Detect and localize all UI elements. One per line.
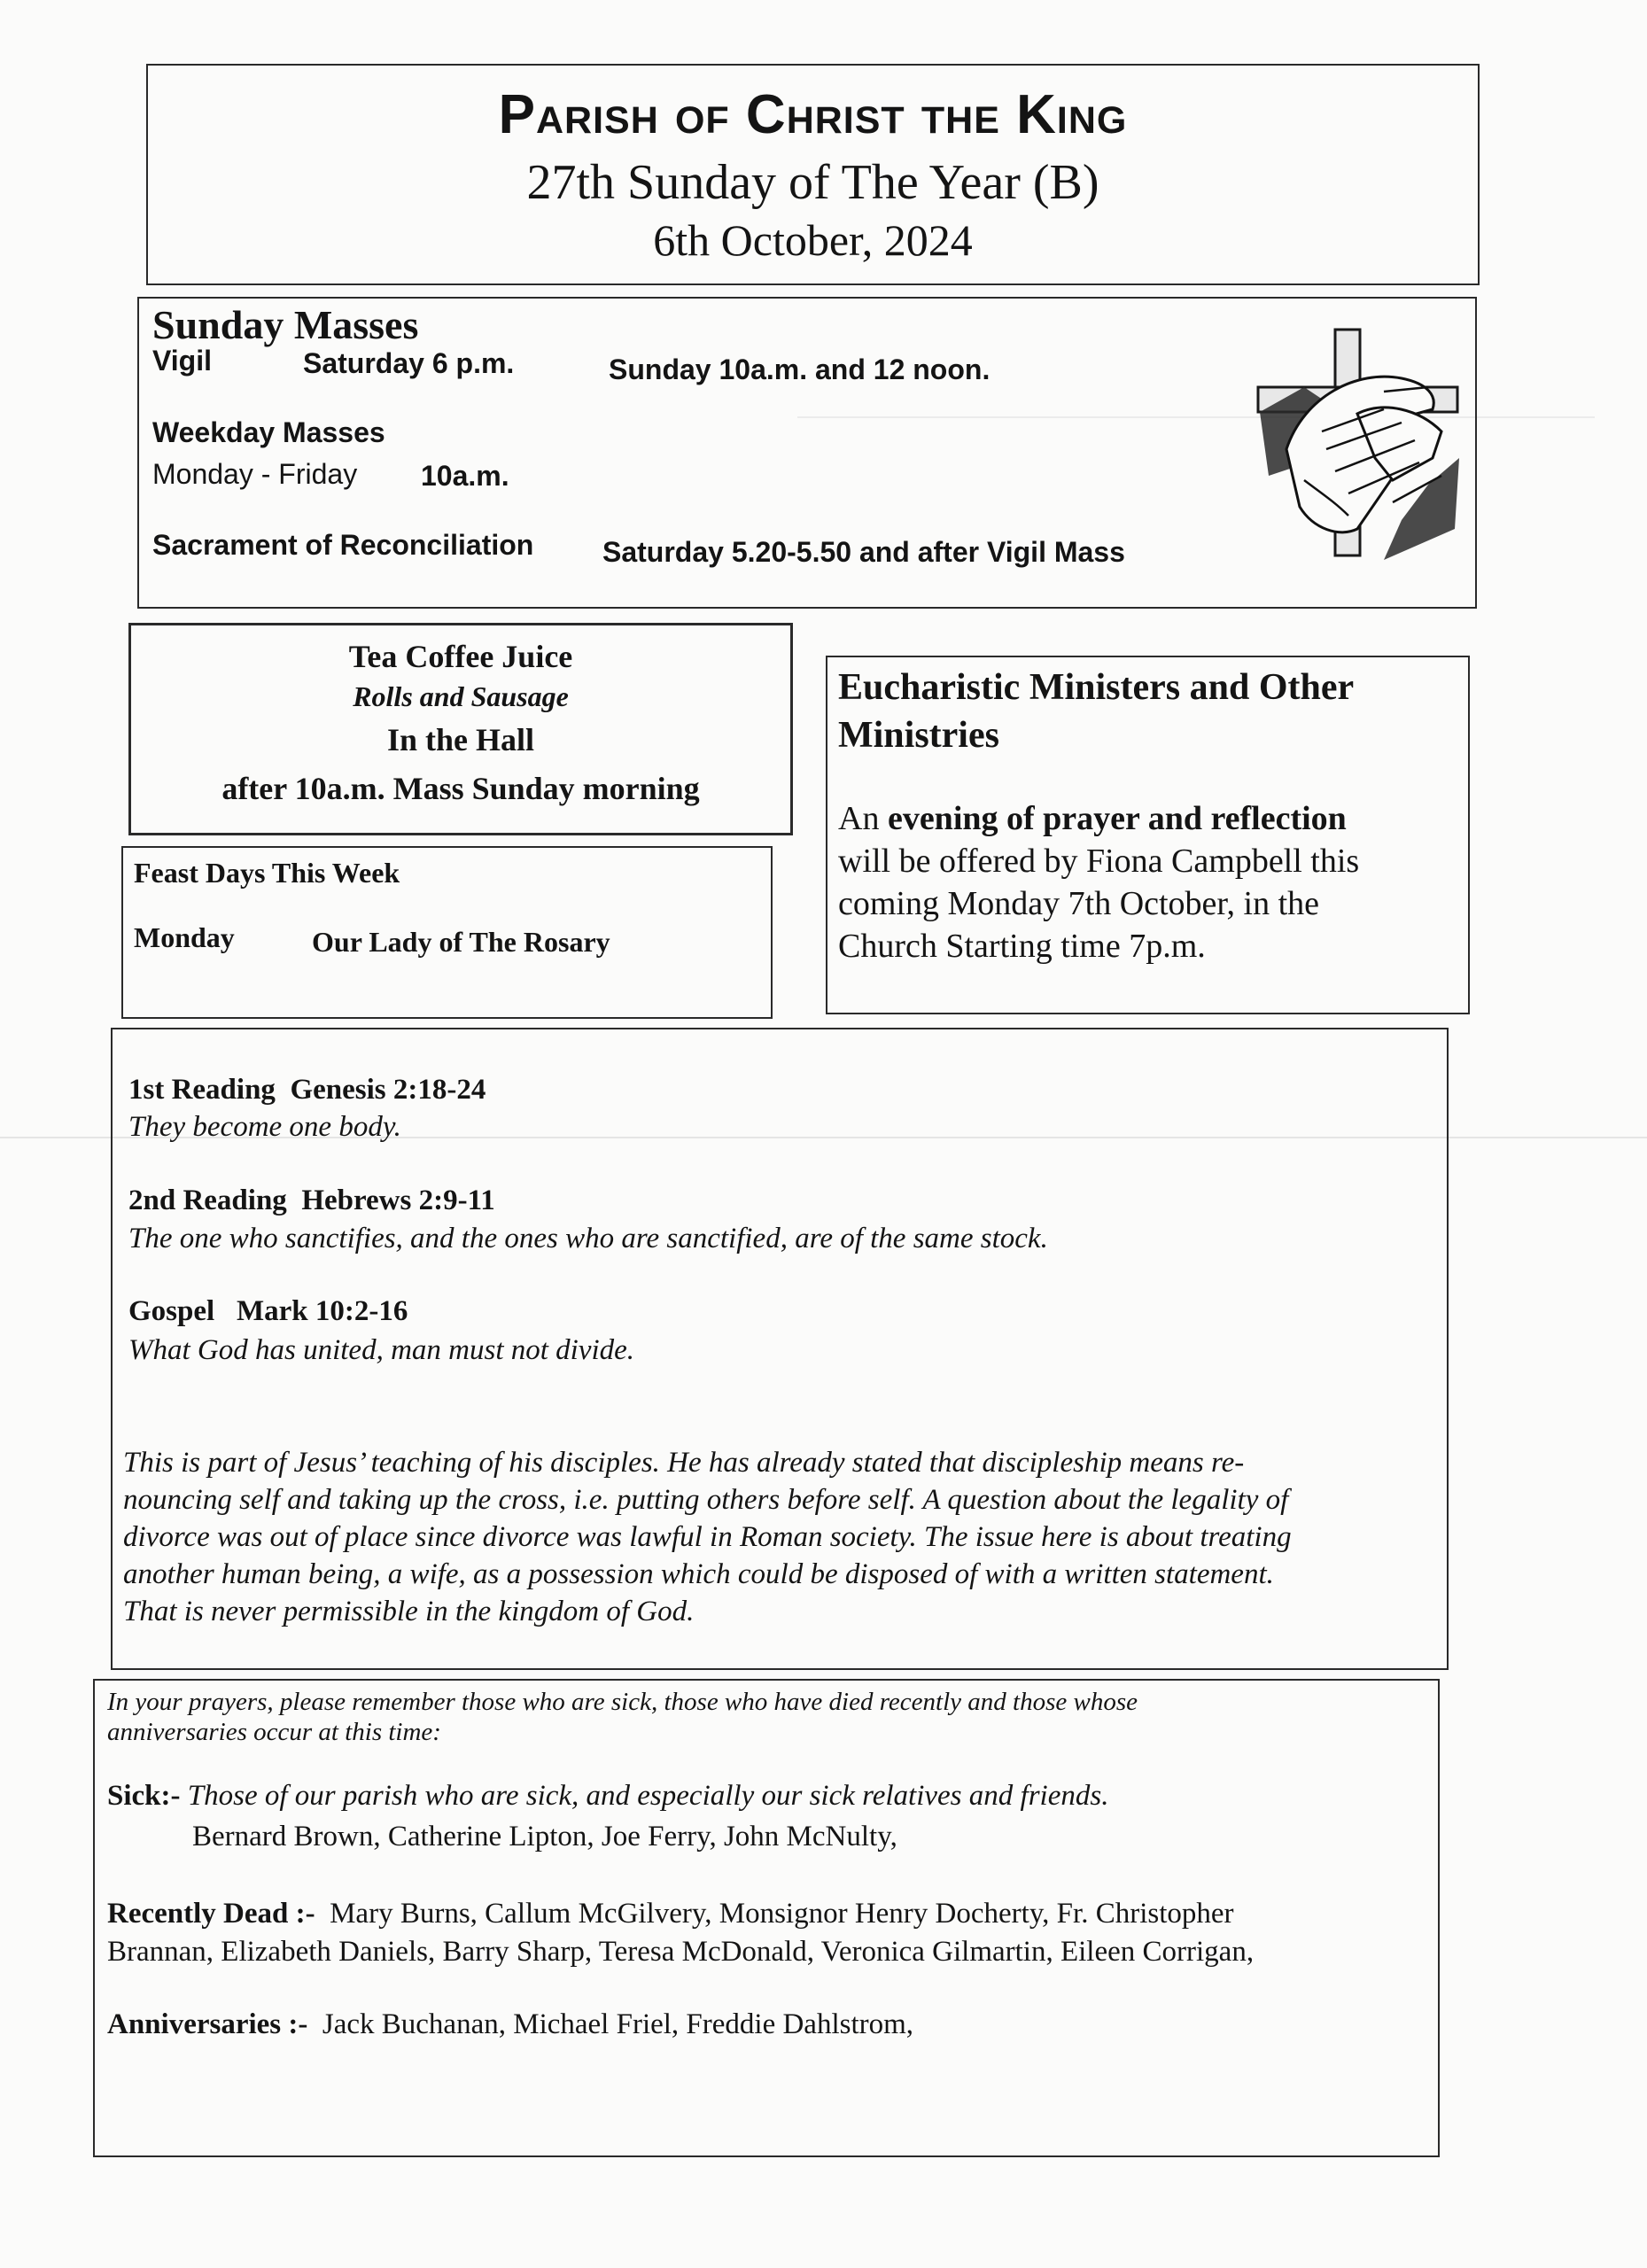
praying-hands-cross-icon [1251, 325, 1464, 564]
weekday-days: Monday - Friday [152, 458, 358, 490]
readings-box [111, 1028, 1449, 1670]
prayers-intro-1: In your prayers, please remember those who are sick, those who have died recently and those whose [107, 1688, 1138, 1716]
parish-title: Parish of Christ the King [498, 84, 1128, 145]
feast-day: Monday [134, 921, 235, 953]
prayers-intro-2: anniversaries occur at this time: [107, 1718, 441, 1746]
weekday-title: Weekday Masses [152, 416, 385, 448]
sunday-title: 27th Sunday of The Year (B) [526, 155, 1099, 210]
vigil-time: Saturday 6 p.m. [303, 347, 515, 379]
first-reading-ref: Genesis 2:18-24 [290, 1074, 486, 1106]
ministries-title-2: Ministries [838, 715, 999, 756]
first-reading-text: They become one body. [128, 1111, 401, 1143]
reflection-line: This is part of Jesus’ teaching of his disciples. He has already stated that discipleship means re- [123, 1447, 1245, 1479]
anniversaries-names: Jack Buchanan, Michael Friel, Freddie Dahlstrom, [322, 2008, 914, 2040]
anniversaries-label: Anniversaries :- [107, 2008, 308, 2040]
second-reading-label [128, 1184, 495, 1217]
reflection-paragraph [123, 1444, 1434, 1630]
first-reading-label [128, 1074, 486, 1107]
reconciliation-time: Saturday 5.20-5.50 and after Vigil Mass [602, 536, 1125, 568]
tea-line2: Rolls and Sausage [353, 680, 569, 712]
tea-line3: In the Hall [386, 722, 535, 757]
reflection-line: divorce was out of place since divorce was lawful in Roman society. The issue here is about treating [123, 1521, 1292, 1553]
feast-days-box [121, 846, 773, 1019]
ministries-body-4: Church Starting time 7p.m. [838, 928, 1206, 965]
sunday-time: Sunday 10a.m. and 12 noon. [609, 353, 991, 385]
ministries-body-3: coming Monday 7th October, in the [838, 885, 1320, 922]
reflection-line: another human being, a wife, as a possession which could be disposed of with a written statement. [123, 1558, 1274, 1590]
ministries-body-bold: evening of prayer and reflection [887, 800, 1347, 837]
tea-line4: after 10a.m. Mass Sunday morning [221, 771, 700, 806]
ministries-title-1: Eucharistic Ministers and Other [838, 667, 1355, 708]
second-reading-title: 2nd Reading [128, 1184, 287, 1216]
sick-line [107, 1780, 1108, 1813]
ministries-body-2: will be offered by Fiona Campbell this [838, 843, 1360, 880]
first-reading-title: 1st Reading [128, 1074, 276, 1106]
ministries-body-1 [838, 799, 1347, 838]
dead-line-1 [107, 1898, 1234, 1930]
anniversaries-line [107, 2008, 913, 2041]
reflection-line: That is never permissible in the kingdom of God. [123, 1596, 695, 1627]
gospel-title: Gospel [128, 1295, 215, 1327]
feast-title: Feast Days This Week [134, 857, 400, 889]
reflection-line: nouncing self and taking up the cross, i.e. putting others before self. A question about the legality of [123, 1484, 1289, 1516]
ministries-body-plain: An [838, 800, 888, 837]
date: 6th October, 2024 [653, 215, 973, 265]
second-reading-text: The one who sanctifies, and the ones who are sanctified, are of the same stock. [128, 1223, 1048, 1254]
sick-label: Sick:- [107, 1780, 181, 1812]
gospel-label [128, 1295, 408, 1328]
prayers-box [93, 1679, 1440, 2157]
tea-line1: Tea Coffee Juice [348, 639, 573, 674]
dead-names-1: Mary Burns, Callum McGilvery, Monsignor Henry Docherty, Fr. Christopher [330, 1898, 1234, 1930]
reconciliation-label: Sacrament of Reconciliation [152, 529, 534, 561]
sick-text: Those of our parish who are sick, and especially our sick relatives and friends. [187, 1780, 1109, 1812]
gospel-text: What God has united, man must not divide. [128, 1334, 635, 1366]
gospel-ref: Mark 10:2-16 [236, 1295, 408, 1327]
ministries-box [826, 656, 1470, 1014]
dead-label: Recently Dead :- [107, 1898, 315, 1930]
refreshments-box [128, 623, 793, 835]
second-reading-ref: Hebrews 2:9-11 [301, 1184, 495, 1216]
sunday-masses-title: Sunday Masses [152, 302, 419, 347]
masses-box [137, 297, 1477, 609]
weekday-time: 10a.m. [421, 460, 509, 492]
sick-names: Bernard Brown, Catherine Lipton, Joe Ferry, John McNulty, [192, 1821, 897, 1852]
dead-line-2: Brannan, Elizabeth Daniels, Barry Sharp, Teresa McDonald, Veronica Gilmartin, Eileen Corrigan, [107, 1936, 1255, 1968]
vigil-label: Vigil [152, 345, 212, 377]
header-box [146, 64, 1480, 285]
feast-name: Our Lady of The Rosary [312, 926, 610, 958]
